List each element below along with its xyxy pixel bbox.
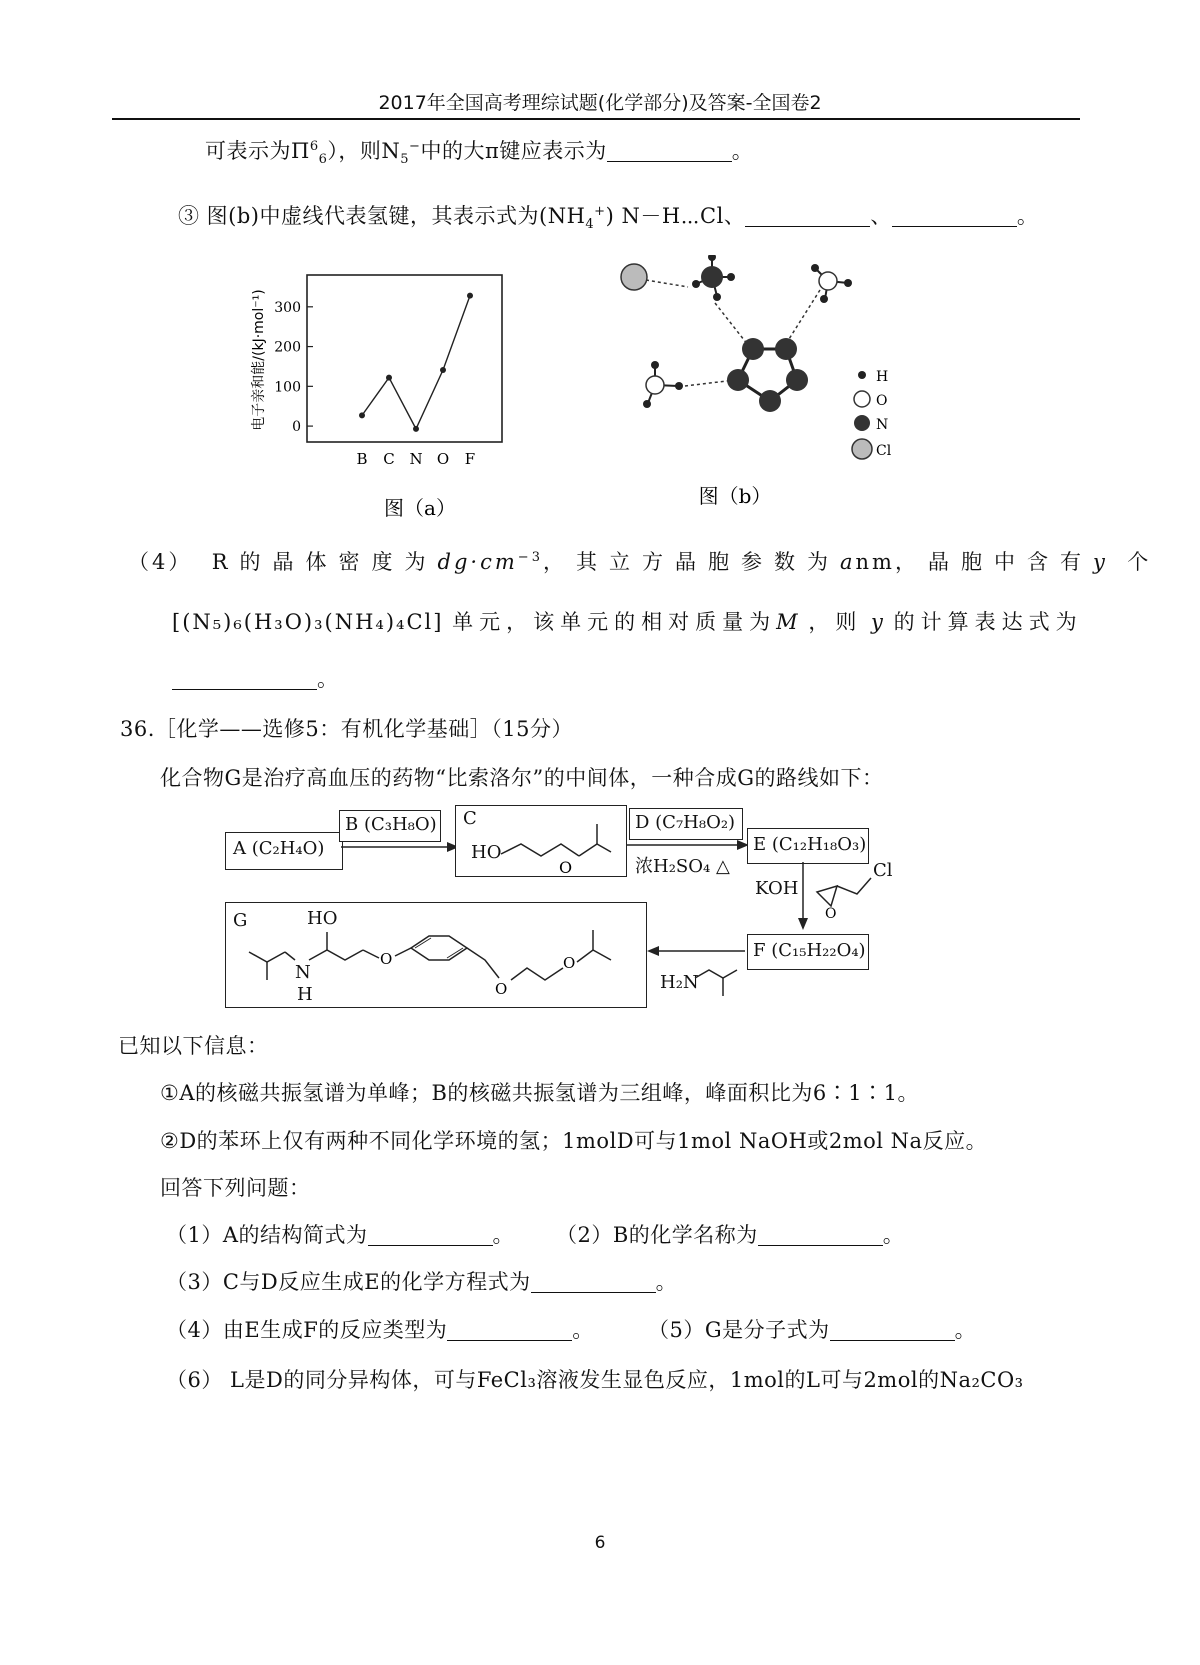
hbond-line xyxy=(646,280,688,287)
page-number: 6 xyxy=(594,1533,606,1553)
svg-text:O: O xyxy=(495,980,508,998)
answer-blank[interactable] xyxy=(745,206,870,227)
plot-frame xyxy=(307,275,502,442)
answer-blank[interactable] xyxy=(447,1320,572,1341)
answer-blank[interactable] xyxy=(892,206,1017,227)
legend-h-label: H xyxy=(876,369,889,385)
legend-o-label: O xyxy=(876,393,888,409)
compound-g-label: G xyxy=(233,910,248,931)
compound-c-ho: HO xyxy=(471,842,502,863)
subq-4: （4）由E生成F的反应类型为 。 xyxy=(166,1318,594,1342)
hydrogen-atom xyxy=(708,255,716,261)
q36-intro: 化合物G是治疗高血压的药物“比索洛尔”的中间体，一种合成G的路线如下： xyxy=(160,766,884,790)
y-axis-label: 电子亲和能/(kJ·mol⁻¹) xyxy=(251,289,267,431)
oxygen-atom xyxy=(646,376,664,394)
info-2: ②D的苯环上仅有两种不同化学环境的氢；1molD可与1mol NaOH或2mol Na反应。 xyxy=(160,1129,988,1153)
header-rule xyxy=(112,118,1080,120)
data-point-F xyxy=(467,293,473,299)
hydrogen-atom xyxy=(811,264,819,272)
x-tick-label-F: F xyxy=(464,450,476,468)
svg-text:O: O xyxy=(559,858,573,876)
svg-text:O: O xyxy=(563,954,576,972)
isopropylamine-structure xyxy=(693,958,743,998)
answer-blank[interactable] xyxy=(758,1225,883,1246)
reagent-koh: KOH xyxy=(755,878,799,899)
data-points xyxy=(359,293,473,432)
compound-g-n: N xyxy=(295,962,311,983)
y-tick-label: 300 xyxy=(274,299,301,316)
compound-g-h: H xyxy=(297,984,313,1005)
answer-blank[interactable] xyxy=(172,669,317,690)
q4-line1: （4） R的晶体密度为$dg\cdot cm^{-3}$，其立方晶胞参数为anm，晶胞中含有y 个 xyxy=(128,550,1152,574)
x-tick-label-C: C xyxy=(383,450,395,468)
hydrogen-atom xyxy=(727,273,735,281)
data-point-C xyxy=(386,375,392,381)
arrow-f-to-g xyxy=(647,944,745,958)
hydrogen-atom xyxy=(692,280,700,288)
reagent-amine: H₂N xyxy=(660,972,699,993)
hydrogen-atom xyxy=(713,293,721,301)
y-tick-label: 200 xyxy=(274,339,301,356)
y-tick-label: 100 xyxy=(274,379,301,396)
compound-g-structure xyxy=(245,918,640,1004)
subq-6: （6） L是D的同分异构体，可与FeCl₃溶液发生显色反应，1mol的L可与2mol的Na₂CO₃ xyxy=(166,1368,1024,1392)
nitrogen-atom xyxy=(775,338,797,360)
nitrogen-atom xyxy=(786,369,808,391)
compound-a-label: A (C₂H₄O) xyxy=(233,838,325,859)
subq-1: （1）A的结构简式为 。 xyxy=(166,1223,515,1247)
q4-line3: 。 xyxy=(172,663,339,693)
x-tick-label-N: N xyxy=(409,450,423,468)
answer-blank[interactable] xyxy=(607,141,732,162)
legend-n-label: N xyxy=(876,417,889,433)
hydrogen-atom xyxy=(675,382,683,390)
x-tick-label-O: O xyxy=(436,450,450,468)
figure-b-diagram xyxy=(610,255,930,530)
epichlorohydrin-cl: Cl xyxy=(873,860,893,881)
legend-h-swatch xyxy=(858,371,866,379)
q36-title: 36.［化学——选修5：有机化学基础］（15分） xyxy=(120,717,573,741)
compound-c-structure xyxy=(499,818,619,876)
legend-o-swatch xyxy=(854,391,870,407)
svg-text:O: O xyxy=(825,906,837,921)
nitrogen-atom xyxy=(727,369,749,391)
q4-line2: [(N₅)₆(H₃O)₃(NH₄)₄Cl] 单元，该单元的相对质量为M ，则 y 的计算表达式为 xyxy=(172,610,1083,634)
info-1: ①A的核磁共振氢谱为单峰；B的核磁共振氢谱为三组峰，峰面积比为6∶1∶1。 xyxy=(160,1081,920,1105)
subq-2: （2）B的化学名称为 。 xyxy=(556,1223,905,1247)
reagent-d-label: D (C₇H₈O₂) xyxy=(635,812,736,833)
data-point-N xyxy=(413,426,419,432)
hydrogen-atom xyxy=(820,295,828,303)
subq-5: （5）G是分子式为 。 xyxy=(648,1318,977,1342)
arrow-a-to-c xyxy=(341,840,461,854)
y-tick-label: 0 xyxy=(292,419,301,436)
hydrogen-atom xyxy=(651,361,659,369)
synthesis-scheme xyxy=(215,800,1115,1015)
nitrogen-atom xyxy=(759,390,781,412)
compound-e-label: E (C₁₂H₁₈O₃) xyxy=(753,834,867,855)
reagent-b-label: B (C₃H₈O) xyxy=(345,814,437,835)
hbond-line xyxy=(715,303,748,345)
figure-b-caption: 图（b） xyxy=(698,484,772,508)
legend-n-swatch xyxy=(854,415,870,431)
hbond-line xyxy=(784,290,820,347)
answer-blank[interactable] xyxy=(531,1272,656,1293)
q3-continuation: 可表示为$\Pi^6_6$），则$N_5^-$中的大π键应表示为 。 xyxy=(205,139,754,168)
answer-blank[interactable] xyxy=(830,1320,955,1341)
page-header: 2017年全国高考理综试题(化学部分)及答案-全国卷2 xyxy=(378,92,822,114)
arrow-c-to-e xyxy=(627,838,753,852)
known-info-heading: 已知以下信息： xyxy=(118,1034,269,1058)
figure-a-caption: 图（a） xyxy=(384,496,456,520)
chlorine-atom xyxy=(621,264,647,290)
hydrogen-atom xyxy=(844,279,852,287)
reaction-condition: 浓H₂SO₄ △ xyxy=(635,856,730,877)
figure-a-chart xyxy=(235,260,535,530)
subq-3: （3）C与D反应生成E的化学方程式为 。 xyxy=(166,1270,678,1294)
x-ticks xyxy=(356,450,475,468)
answer-blank[interactable] xyxy=(368,1225,493,1246)
compound-g-ho: HO xyxy=(307,908,338,929)
legend-cl-label: Cl xyxy=(876,443,892,459)
oxygen-atom xyxy=(819,272,837,290)
svg-text:O: O xyxy=(380,950,393,968)
x-tick-label-B: B xyxy=(356,450,368,468)
nitrogen-atom xyxy=(701,266,723,288)
answer-heading: 回答下列问题： xyxy=(160,1176,311,1200)
legend-cl-swatch xyxy=(852,439,872,459)
compound-f-label: F (C₁₅H₂₂O₄) xyxy=(753,940,866,961)
data-point-O xyxy=(440,367,446,373)
nitrogen-atom xyxy=(742,338,764,360)
data-point-B xyxy=(359,412,365,418)
series-line xyxy=(362,296,470,429)
compound-c-label: C xyxy=(463,808,477,829)
q3-item3: ③ 图(b)中虚线代表氢键，其表示式为$(NH_4^+)$ N－H⋯Cl、 、 。 xyxy=(178,204,1039,233)
hydrogen-atom xyxy=(643,400,651,408)
